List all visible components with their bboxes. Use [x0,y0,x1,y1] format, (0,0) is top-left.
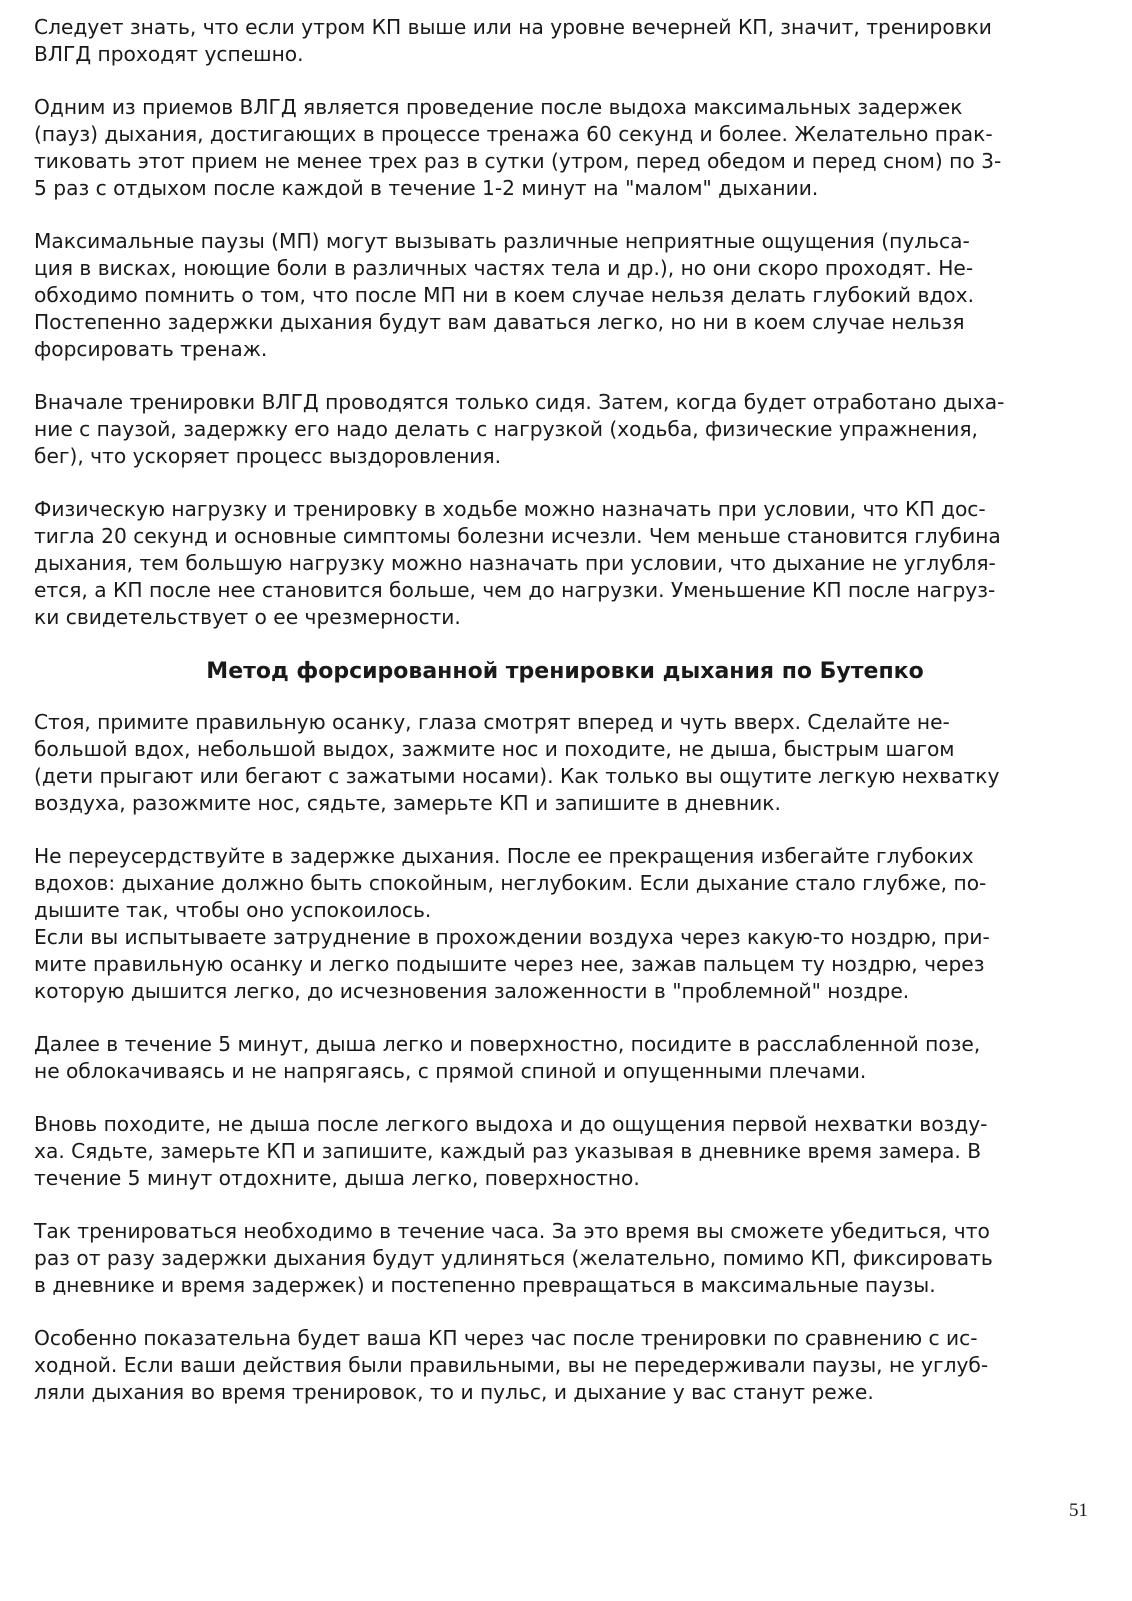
text-line: Максимальные паузы (МП) могут вызывать различные неприятные ощущения (пульса- [34,229,970,253]
text-line: Стоя, примите правильную осанку, глаза смотрят вперед и чуть вверх. Сделайте не- [34,710,950,734]
paragraph-5 [34,496,1096,631]
text-line: Следует знать, что если утром КП выше или на уровне вечерней КП, значит, тренировки [34,15,992,39]
text-line: Если вы испытываете затруднение в прохождении воздуха через какую-то ноздрю, при- [34,925,990,949]
text-line: воздуха, разожмите нос, сядьте, замерьте КП и запишите в дневник. [34,791,781,815]
text-line: обходимо помнить о том, что после МП ни в коем случае нельзя делать глубокий вдох. [34,283,975,307]
paragraph-1 [34,14,1096,68]
text-line: Далее в течение 5 минут, дыша легко и поверхностно, посидите в расслабленной позе, [34,1032,981,1056]
paragraph-2 [34,94,1096,202]
section-heading: Метод форсированной тренировки дыхания по Бутепко [206,659,924,684]
text-line: ки свидетельствует о ее чрезмерности. [34,605,461,629]
text-line: Физическую нагрузку и тренировку в ходьбе можно назначать при условии, что КП дос- [34,497,986,521]
text-line: вдохов: дыхание должно быть спокойным, неглубоким. Если дыхание стало глубже, по- [34,871,987,895]
paragraph-7 [34,843,1096,924]
text-line: 5 раз с отдыхом после каждой в течение 1-2 минут на "малом" дыхании. [34,176,819,200]
text-line: тиковать этот прием не менее трех раз в сутки (утром, перед обедом и перед сном) по 3- [34,149,1002,173]
paragraph-4 [34,389,1096,470]
text-line: ходной. Если ваши действия были правильными, вы не передерживали паузы, не углуб- [34,1353,989,1377]
text-line: в дневнике и время задержек) и постепенно превращаться в максимальные паузы. [34,1273,936,1297]
text-line: ется, а КП после нее становится больше, чем до нагрузки. Уменьшение КП после нагруз- [34,578,996,602]
text-line: ция в висках, ноющие боли в различных частях тела и др.), но они скоро проходят. Не- [34,256,974,280]
text-line: Так тренироваться необходимо в течение часа. За это время вы сможете убедиться, что [34,1219,990,1243]
text-line: бег), что ускоряет процесс выздоровления. [34,444,502,468]
text-line: Вначале тренировки ВЛГД проводятся только сидя. Затем, когда будет отработано дыха- [34,390,1005,414]
text-line: Особенно показательна будет ваша КП через час после тренировки по сравнению с ис- [34,1326,978,1350]
text-line: течение 5 минут отдохните, дыша легко, поверхностно. [34,1166,640,1190]
text-line: Вновь походите, не дыша после легкого выдоха и до ощущения первой нехватки возду- [34,1112,988,1136]
text-line: которую дышится легко, до исчезновения заложенности в "проблемной" ноздре. [34,979,910,1003]
text-line: Одним из приемов ВЛГД является проведение после выдоха максимальных задержек [34,95,963,119]
paragraph-8 [34,924,1096,1005]
text-line: (дети прыгают или бегают с зажатыми носами). Как только вы ощутите легкую нехватку [34,764,1000,788]
text-line: дыхания, тем большую нагрузку можно назначать при условии, что дыхание не углубля- [34,551,996,575]
text-line: ние с паузой, задержку его надо делать с нагрузкой (ходьба, физические упражнения, [34,417,978,441]
paragraph-9 [34,1031,1096,1085]
text-line: большой вдох, небольшой выдох, зажмите нос и походите, не дыша, быстрым шагом [34,737,955,761]
paragraph-12 [34,1325,1096,1406]
text-line: не облокачиваясь и не напрягаясь, с прямой спиной и опущенными плечами. [34,1059,867,1083]
text-line: (пауз) дыхания, достигающих в процессе тренажа 60 секунд и более. Желательно прак- [34,122,993,146]
page-number: 51 [1069,1500,1088,1521]
paragraph-11 [34,1218,1096,1299]
text-line: ляли дыхания во время тренировок, то и пульс, и дыхание у вас станут реже. [34,1380,874,1404]
text-line: Постепенно задержки дыхания будут вам даваться легко, но ни в коем случае нельзя [34,310,965,334]
paragraph-3 [34,228,1096,363]
paragraph-10 [34,1111,1096,1192]
text-line: ха. Сядьте, замерьте КП и запишите, каждый раз указывая в дневнике время замера. В [34,1139,982,1163]
text-line: Не переусердствуйте в задержке дыхания. После ее прекращения избегайте глубоких [34,844,974,868]
text-line: дышите так, чтобы оно успокоилось. [34,898,432,922]
page-content [34,14,1096,1432]
text-line: мите правильную осанку и легко подышите через нее, зажав пальцем ту ноздрю, через [34,952,985,976]
text-line: форсировать тренаж. [34,337,268,361]
paragraph-6 [34,709,1096,817]
text-line: тигла 20 секунд и основные симптомы болезни исчезли. Чем меньше становится глубина [34,524,1001,548]
text-line: раз от разу задержки дыхания будут удлиняться (желательно, помимо КП, фиксировать [34,1246,993,1270]
text-line: ВЛГД проходят успешно. [34,42,304,66]
